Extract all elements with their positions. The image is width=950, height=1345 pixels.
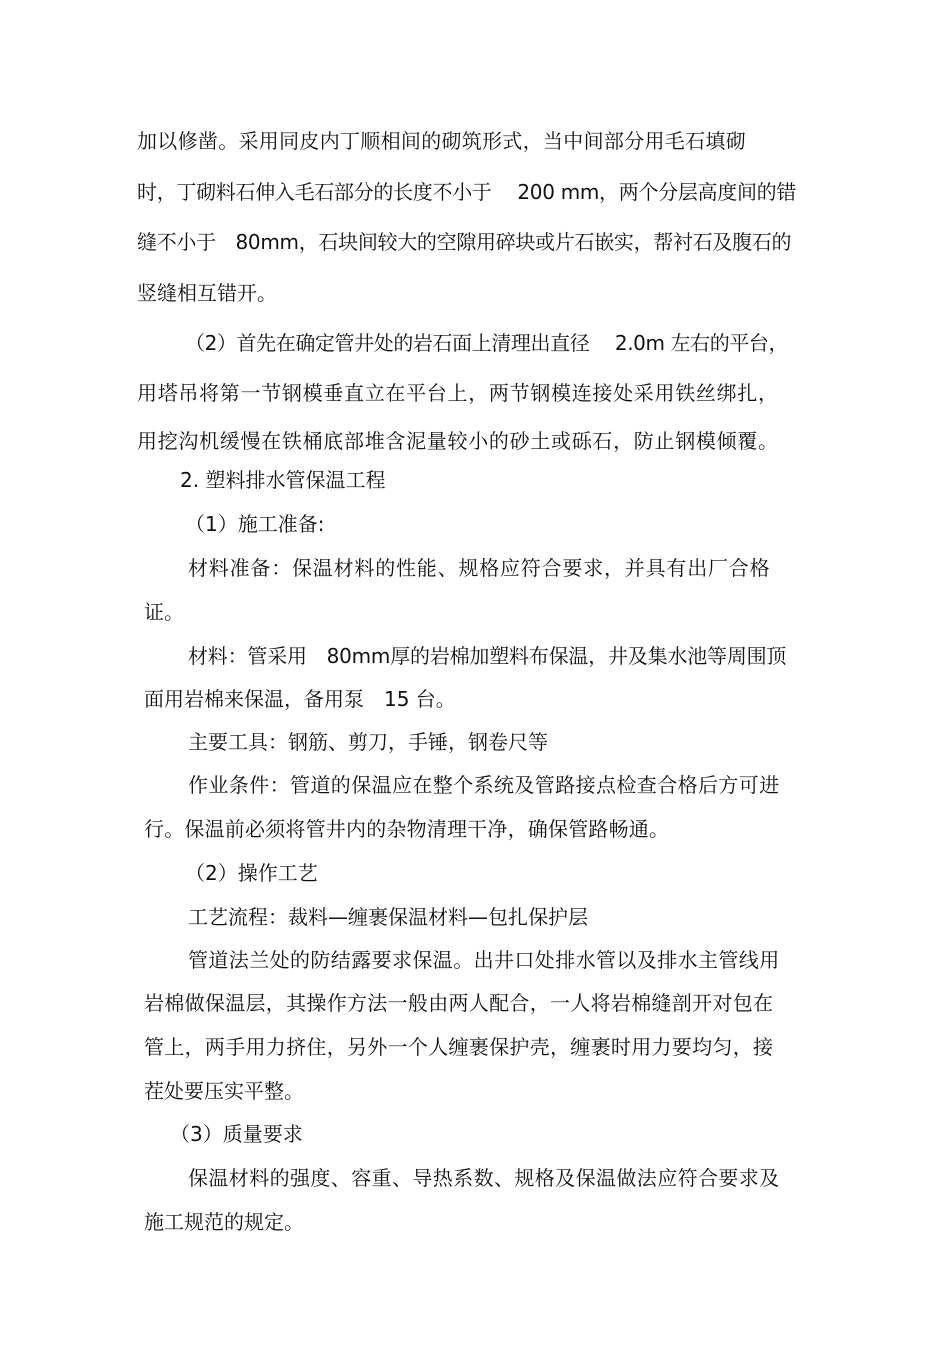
text-line: 加以修凿。采用同皮内丁顺相间的砌筑形式，当中间部分用毛石填砌: [137, 129, 746, 153]
text-line: 行。保温前必须将管井内的杂物清理干净，确保管路畅通。: [144, 817, 670, 841]
text-line: （2）首先在确定管井处的岩石面上清理出直径 2.0m 左右的平台，: [185, 331, 789, 355]
subsection-heading: （1）施工准备:: [185, 512, 325, 536]
text-line: 管上，两手用力挤住，另外一个人缠裹保护壳，缠裹时用力要均匀，接: [144, 1035, 774, 1059]
text-line: 茬处要压实平整。: [144, 1079, 304, 1103]
text-line: 用塔吊将第一节钢模垂直立在平台上，两节钢模连接处采用铁丝绑扎，: [137, 381, 779, 405]
subsection-heading: （2）操作工艺: [185, 861, 318, 885]
text-line: 时，丁砌料石伸入毛石部分的长度不小于 200 mm，两个分层高度间的错: [137, 180, 797, 204]
section-heading: 2. 塑料排水管保温工程: [180, 468, 386, 492]
text-line: 证。: [144, 600, 184, 624]
text-line: 材料：管采用 80mm厚的岩棉加塑料布保温，井及集水池等周围顶: [188, 644, 787, 668]
text-line: 竖缝相互错开。: [137, 281, 277, 305]
text-line: 主要工具：钢筋、剪刀，手锤，钢卷尺等: [188, 730, 548, 754]
text-line: 材料准备：保温材料的性能、规格应符合要求，并具有出厂合格: [188, 556, 771, 580]
subsection-heading: （3）质量要求: [170, 1122, 303, 1146]
text-line: 工艺流程：裁料—缠裹保温材料—包扎保护层: [188, 905, 588, 929]
text-line: 作业条件：管道的保温应在整个系统及管路接点检查合格后方可进: [188, 773, 780, 797]
text-line: 施工规范的规定。: [144, 1210, 304, 1234]
text-line: 缝不小于 80mm，石块间较大的空隙用碎块或片石嵌实，帮衬石及腹石的: [137, 230, 792, 254]
text-line: 管道法兰处的防结露要求保温。出井口处排水管以及排水主管线用: [188, 948, 780, 972]
text-line: 面用岩棉来保温，备用泵 15 台。: [144, 687, 456, 711]
text-line: 用挖沟机缓慢在铁桶底部堆含泥量较小的砂土或砾石，防止钢模倾覆。: [137, 429, 779, 453]
text-line: 岩棉做保温层，其操作方法一般由两人配合，一人将岩棉缝剖开对包在: [144, 991, 774, 1015]
text-line: 保温材料的强度、容重、导热系数、规格及保温做法应符合要求及: [188, 1166, 780, 1190]
